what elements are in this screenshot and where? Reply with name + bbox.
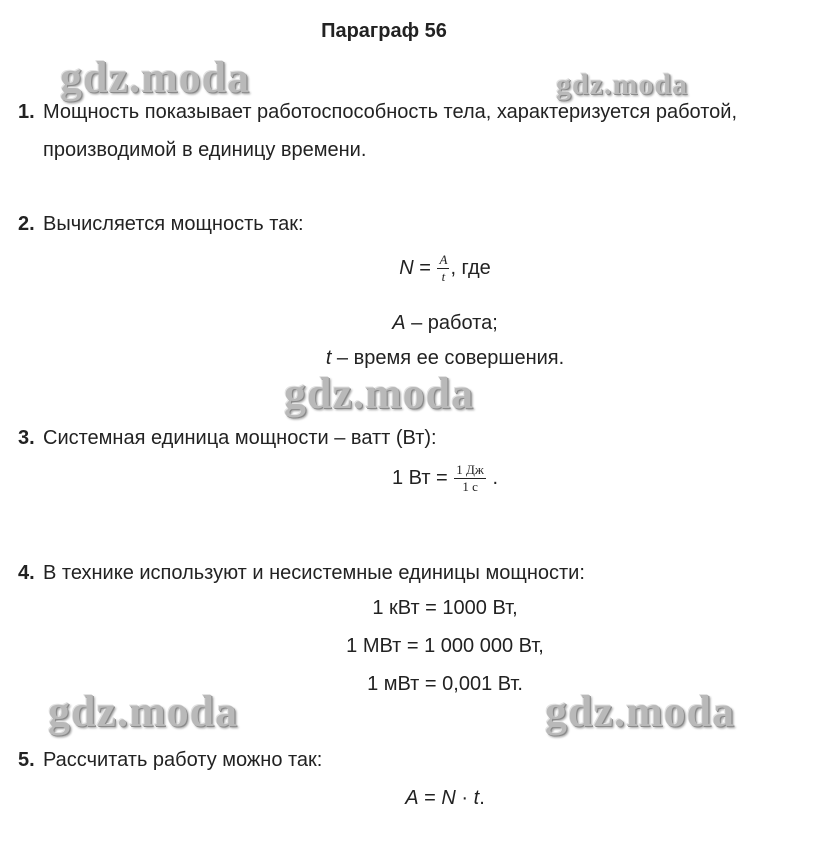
fraction: $\frac{1 Дж}{1 с}$ [456,462,484,494]
unit-line: 1 мВт = 0,001 Вт. [367,673,523,695]
watt-formula: 1 Вт = $\frac{1 Дж}{1 с}$ . [391,462,499,494]
page-title: Параграф 56 [321,20,447,42]
definition: A – работа; [392,312,498,334]
watermark: gdz.moda [284,369,475,418]
unit-line: 1 кВт = 1000 Вт, [372,597,518,619]
item-number: 3. [18,427,35,449]
work-formula: A = N · t. [405,787,485,809]
watermark: gdz.moda [556,68,689,101]
watermark: gdz.moda [48,687,239,736]
watermark: gdz.moda [545,687,736,736]
item-number: 1. [18,101,35,123]
power-formula: N = $\frac{A}{t}$ , где [399,252,491,284]
item-text: Рассчитать работу можно так: [43,749,323,771]
item-number: 5. [18,749,35,771]
item-text: Вычисляется мощность так: [43,213,304,235]
item-text: В технике используют и несистемные единицы мощности: [43,562,585,584]
item-number: 2. [18,213,35,235]
formula-symbol: N [399,256,414,279]
item-number: 4. [18,562,35,584]
definition: t – время ее совершения. [325,347,565,369]
watermark: gdz.moda [60,53,251,102]
fraction: $\frac{A}{t}$ [439,252,448,284]
unit-line: 1 МВт = 1 000 000 Вт, [346,635,544,657]
item-text: Системная единица мощности – ватт (Вт): [43,427,437,449]
item-text: производимой в единицу времени. [43,139,367,161]
item-text: Мощность показывает работоспособность тела, характеризуется работой, [43,101,738,123]
